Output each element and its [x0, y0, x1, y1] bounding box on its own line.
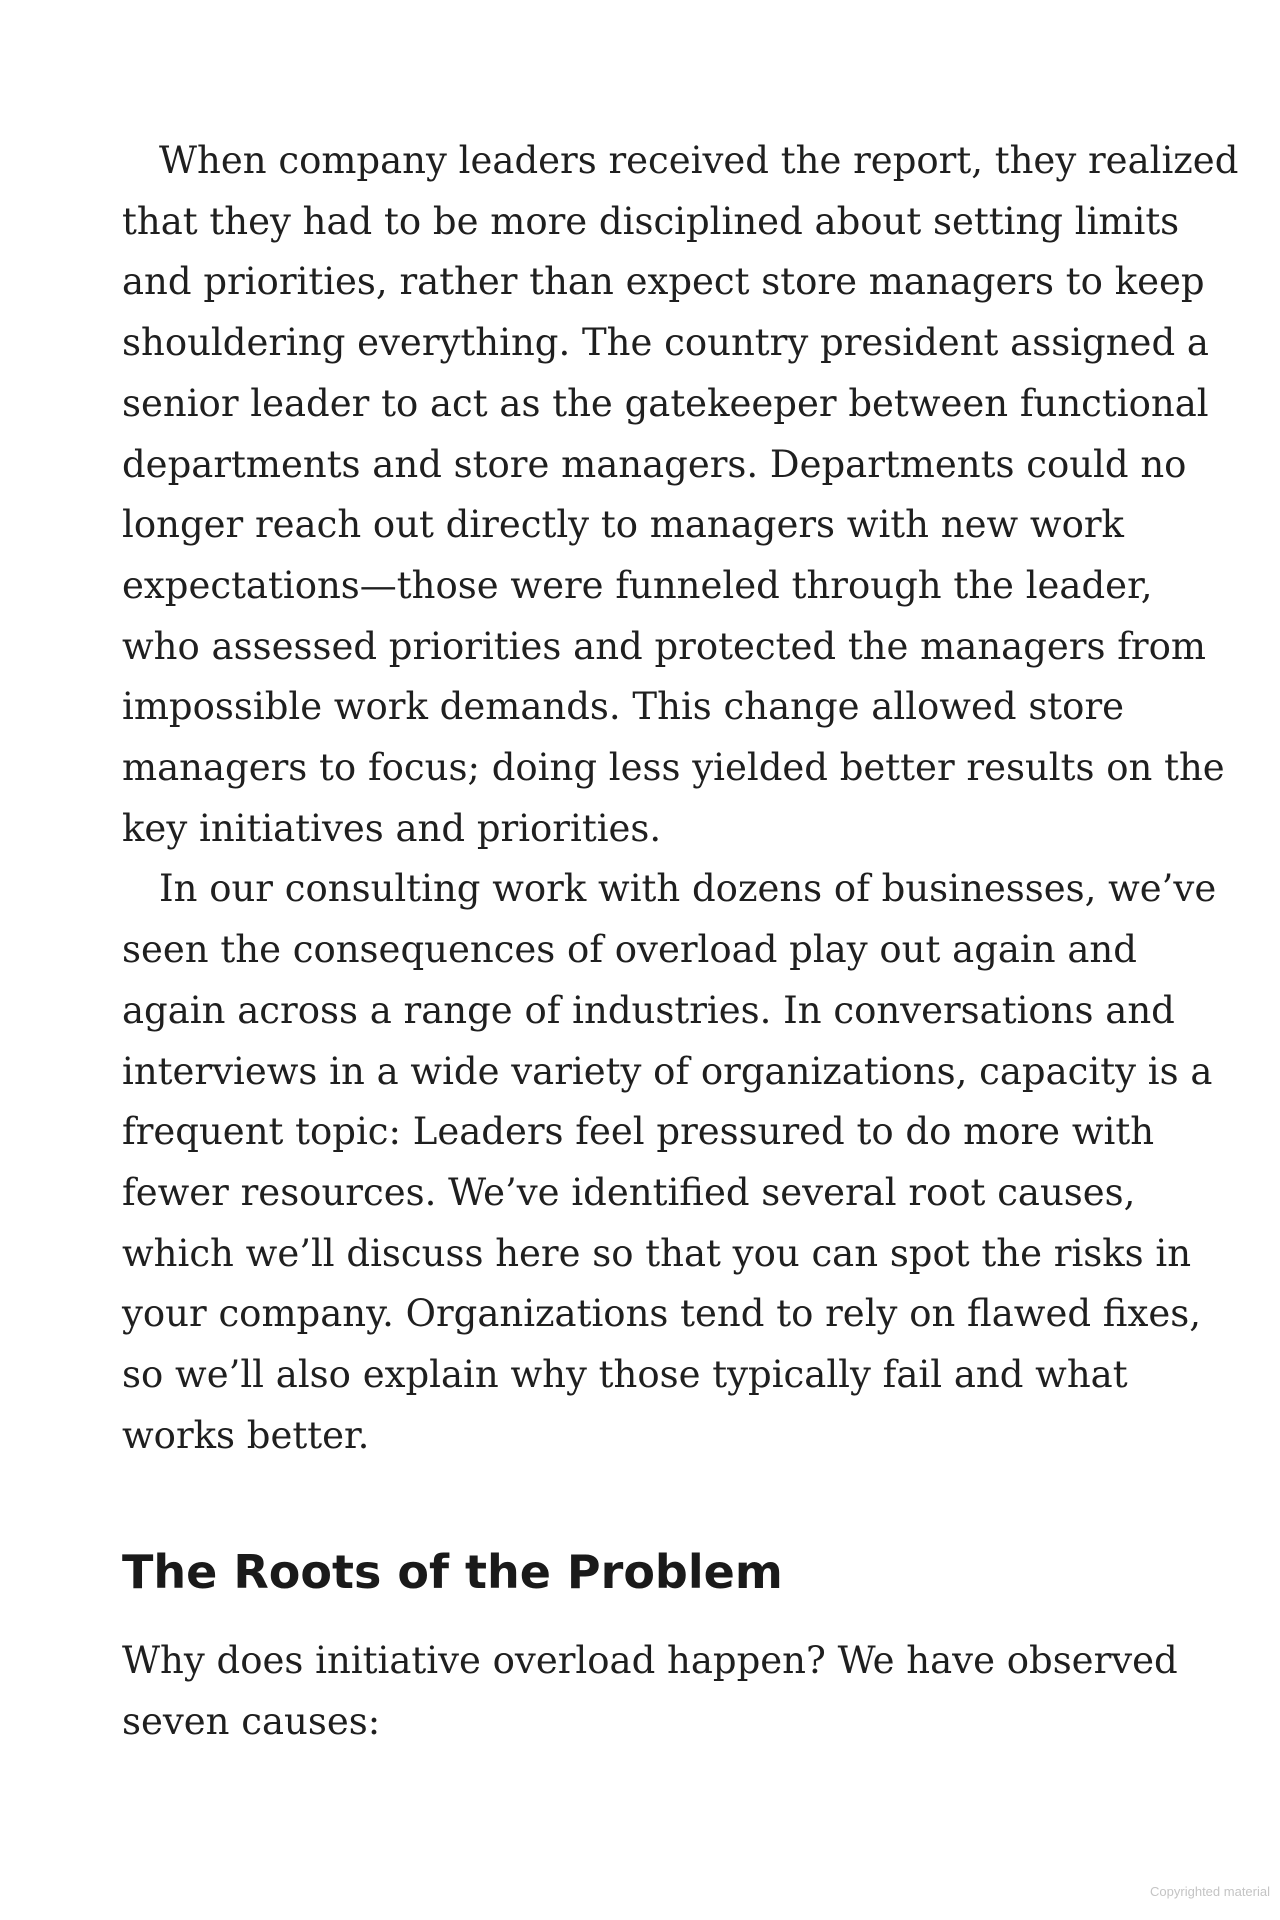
paragraph-1-line: departments and store managers. Departments could no	[122, 442, 1187, 486]
copyright-watermark: Copyrighted material	[1150, 1884, 1270, 1899]
paragraph-1-line: longer reach out directly to managers with new work	[122, 503, 1124, 547]
paragraph-1-line: shouldering everything. The country president assigned a	[122, 321, 1209, 365]
closing-paragraph-line: seven causes:	[122, 1699, 381, 1743]
closing-paragraph-line: Why does initiative overload happen? We have observed	[122, 1639, 1178, 1682]
paragraph-2-line: again across a range of industries. In conversations and	[122, 988, 1175, 1032]
paragraph-2-line: works better.	[122, 1413, 370, 1457]
paragraph-1-line: managers to focus; doing less yielded better results on the	[122, 746, 1225, 790]
closing-paragraph	[122, 1631, 1182, 1752]
paragraph-2-line: your company. Organizations tend to rely on flawed fixes,	[122, 1292, 1201, 1336]
paragraph-1-line: that they had to be more disciplined about setting limits	[122, 199, 1180, 243]
paragraph-1-line: key initiatives and priorities.	[122, 806, 662, 850]
paragraph-1-line: When company leaders received the report, they realized	[159, 139, 1239, 182]
paragraph-1-line: expectations—those were funneled through the leader,	[122, 563, 1153, 607]
paragraph-2-line: fewer resources. We’ve identified several root causes,	[122, 1170, 1136, 1214]
section-heading: The Roots of the Problem	[122, 1545, 783, 1599]
paragraph-2-line: seen the consequences of overload play out again and	[122, 928, 1137, 972]
paragraph-2-line: interviews in a wide variety of organizations, capacity is a	[122, 1049, 1213, 1093]
body-text-block	[122, 131, 1239, 1466]
paragraph-2-line: frequent topic: Leaders feel pressured to do more with	[122, 1110, 1155, 1154]
paragraph-2-line: so we’ll also explain why those typically fail and what	[122, 1353, 1128, 1397]
paragraph-2-line: In our consulting work with dozens of businesses, we’ve	[159, 867, 1217, 911]
paragraph-1-line: senior leader to act as the gatekeeper between functional	[122, 381, 1209, 425]
paragraph-1-line: who assessed priorities and protected the managers from	[122, 624, 1206, 668]
paragraph-2-line: which we’ll discuss here so that you can spot the risks in	[122, 1231, 1192, 1275]
paragraph-1-line: and priorities, rather than expect store managers to keep	[122, 260, 1205, 304]
paragraph-1-line: impossible work demands. This change allowed store	[122, 685, 1125, 729]
